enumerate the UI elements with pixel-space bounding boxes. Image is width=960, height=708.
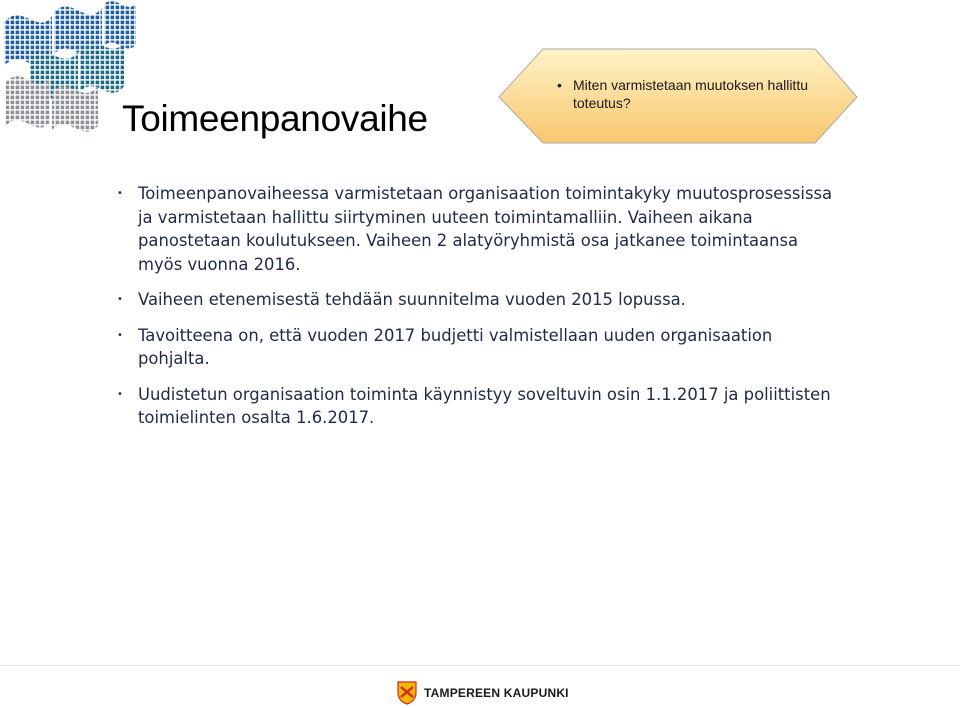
- bullet-item: [117, 182, 845, 276]
- bullet-marker: •: [117, 188, 123, 199]
- bullet-text: Vaiheen etenemisestä tehdään suunnitelma vuoden 2015 lopussa.: [138, 290, 686, 309]
- bullet-text: Uudistetun organisaation toiminta käynnistyy soveltuvin osin 1.1.2017 ja poliittisten toimielinten osalta 1.6.2017.: [138, 384, 831, 427]
- bullet-item: [117, 383, 845, 430]
- callout-content: [557, 76, 837, 112]
- tampere-coat-of-arms-icon: [397, 681, 417, 705]
- footer-org-name: TAMPEREEN KAUPUNKI: [424, 686, 569, 700]
- footer-brand: [397, 680, 569, 706]
- callout-text: Miten varmistetaan muutoksen hallittu toteutus?: [573, 77, 808, 111]
- bullet-marker: •: [117, 329, 123, 341]
- bullet-text: Toimeenpanovaiheessa varmistetaan organisaation toimintakyky muutosprosessissa ja varmistetaan hallittu siirtyminen uuteen toimintamalliin. Vaiheen aikana panostetaan koulutukseen. Vaiheen 2 alatyöryhmistä osa jatkanee toimintaansa myös vuonna 2016.: [138, 184, 833, 274]
- wave-grid-logo: [0, 0, 140, 145]
- callout-box: [497, 47, 860, 147]
- bullet-item: [117, 288, 845, 312]
- bullet-list: [117, 182, 845, 442]
- bullet-marker: •: [117, 388, 123, 400]
- footer-divider: [0, 665, 960, 666]
- slide-title: Toimeenpanovaihe: [122, 98, 428, 139]
- bullet-text: Tavoitteena on, että vuoden 2017 budjetti valmistellaan uuden organisaation pohjalta.: [138, 325, 773, 368]
- bullet-item: [117, 324, 845, 371]
- bullet-marker: •: [557, 77, 562, 93]
- bullet-marker: •: [117, 294, 123, 305]
